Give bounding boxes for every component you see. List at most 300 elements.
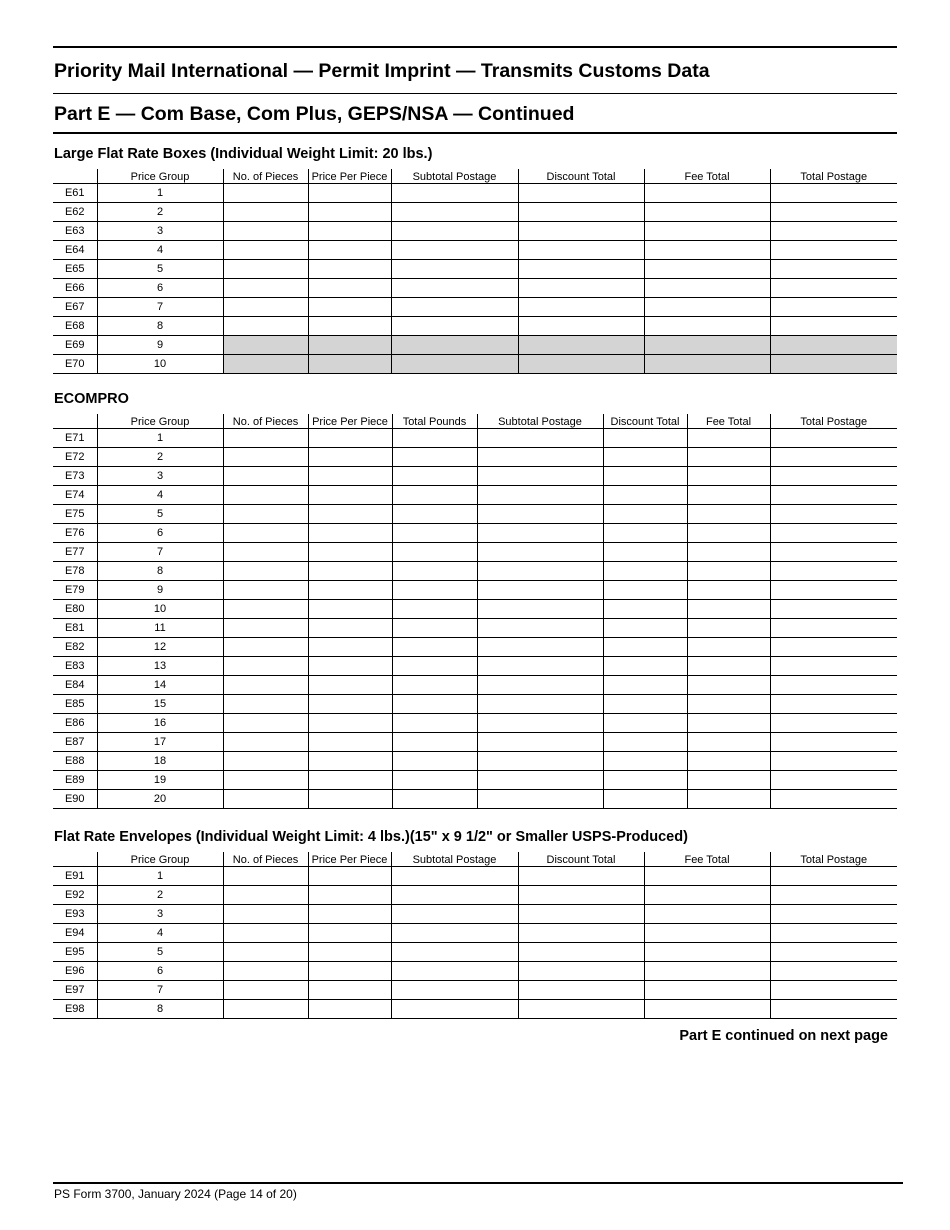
entry-cell[interactable]	[223, 600, 308, 619]
entry-cell[interactable]	[770, 448, 897, 467]
column-header: Price Per Piece	[308, 169, 391, 184]
entry-cell[interactable]	[644, 1000, 770, 1019]
entry-cell[interactable]	[308, 505, 392, 524]
table-row	[53, 543, 897, 562]
entry-cell[interactable]	[308, 562, 392, 581]
entry-cell[interactable]	[770, 771, 897, 790]
entry-cell[interactable]	[603, 505, 687, 524]
entry-cell[interactable]	[477, 771, 603, 790]
table-row	[53, 1000, 897, 1019]
entry-cell[interactable]	[223, 905, 308, 924]
entry-cell[interactable]	[223, 524, 308, 543]
column-header: Fee Total	[644, 169, 770, 184]
entry-cell[interactable]	[687, 695, 770, 714]
entry-cell[interactable]	[603, 562, 687, 581]
entry-cell[interactable]	[687, 505, 770, 524]
entry-cell[interactable]	[770, 943, 897, 962]
entry-cell[interactable]	[391, 981, 518, 1000]
entry-cell[interactable]	[392, 429, 477, 448]
entry-cell[interactable]	[644, 981, 770, 1000]
flat-rate-envelopes-table	[53, 852, 897, 1019]
entry-cell[interactable]	[223, 317, 308, 336]
line-code: E96	[53, 962, 97, 981]
entry-cell[interactable]	[391, 279, 518, 298]
entry-cell[interactable]	[770, 905, 897, 924]
entry-cell[interactable]	[518, 886, 644, 905]
entry-cell[interactable]	[770, 524, 897, 543]
entry-cell[interactable]	[603, 486, 687, 505]
entry-cell[interactable]	[223, 581, 308, 600]
price-group: 8	[97, 1000, 223, 1019]
entry-cell[interactable]	[770, 752, 897, 771]
entry-cell[interactable]	[687, 638, 770, 657]
line-code: E91	[53, 867, 97, 886]
price-group: 3	[97, 222, 223, 241]
entry-cell[interactable]	[308, 943, 391, 962]
entry-cell[interactable]	[392, 600, 477, 619]
entry-cell[interactable]	[644, 924, 770, 943]
entry-cell[interactable]	[392, 771, 477, 790]
entry-cell[interactable]	[223, 241, 308, 260]
line-code: E92	[53, 886, 97, 905]
entry-cell[interactable]	[223, 962, 308, 981]
column-header: No. of Pieces	[223, 414, 308, 429]
column-header: No. of Pieces	[223, 852, 308, 867]
entry-cell[interactable]	[308, 867, 391, 886]
entry-cell[interactable]	[477, 486, 603, 505]
entry-cell[interactable]	[223, 429, 308, 448]
entry-cell[interactable]	[603, 467, 687, 486]
entry-cell[interactable]	[770, 222, 897, 241]
entry-cell[interactable]	[308, 714, 392, 733]
entry-cell[interactable]	[603, 619, 687, 638]
entry-cell[interactable]	[477, 619, 603, 638]
entry-cell[interactable]	[477, 657, 603, 676]
entry-cell[interactable]	[770, 562, 897, 581]
entry-cell[interactable]	[308, 752, 392, 771]
entry-cell[interactable]	[770, 543, 897, 562]
price-group: 8	[97, 317, 223, 336]
entry-cell[interactable]	[518, 981, 644, 1000]
entry-cell[interactable]	[770, 695, 897, 714]
entry-cell[interactable]	[477, 467, 603, 486]
entry-cell[interactable]	[770, 505, 897, 524]
entry-cell[interactable]	[770, 676, 897, 695]
entry-cell[interactable]	[223, 886, 308, 905]
entry-cell[interactable]	[223, 260, 308, 279]
entry-cell[interactable]	[391, 241, 518, 260]
entry-cell[interactable]	[770, 886, 897, 905]
entry-cell[interactable]	[687, 676, 770, 695]
footer-rule	[53, 1182, 903, 1184]
entry-cell[interactable]	[391, 203, 518, 222]
price-group: 10	[97, 355, 223, 374]
entry-cell[interactable]	[223, 695, 308, 714]
entry-cell[interactable]	[687, 790, 770, 809]
entry-cell[interactable]	[770, 1000, 897, 1019]
entry-cell[interactable]	[603, 429, 687, 448]
entry-cell[interactable]	[308, 184, 391, 203]
entry-cell[interactable]	[770, 867, 897, 886]
column-header: Subtotal Postage	[477, 414, 603, 429]
entry-cell[interactable]	[308, 298, 391, 317]
price-group: 8	[97, 562, 223, 581]
entry-cell[interactable]	[392, 695, 477, 714]
entry-cell[interactable]	[770, 486, 897, 505]
entry-cell[interactable]	[518, 222, 644, 241]
entry-cell[interactable]	[687, 657, 770, 676]
line-code: E78	[53, 562, 97, 581]
entry-cell[interactable]	[392, 676, 477, 695]
entry-cell[interactable]	[223, 467, 308, 486]
entry-cell[interactable]	[223, 505, 308, 524]
table-row	[53, 298, 897, 317]
entry-cell[interactable]	[518, 867, 644, 886]
column-header	[53, 414, 97, 429]
price-group: 12	[97, 638, 223, 657]
entry-cell	[770, 355, 897, 374]
entry-cell[interactable]	[392, 638, 477, 657]
price-group: 2	[97, 886, 223, 905]
entry-cell[interactable]	[770, 241, 897, 260]
entry-cell[interactable]	[391, 260, 518, 279]
entry-cell[interactable]	[518, 203, 644, 222]
entry-cell[interactable]	[687, 429, 770, 448]
table-row	[53, 184, 897, 203]
entry-cell[interactable]	[518, 279, 644, 298]
entry-cell[interactable]	[223, 657, 308, 676]
entry-cell[interactable]	[687, 562, 770, 581]
entry-cell[interactable]	[603, 657, 687, 676]
entry-cell[interactable]	[308, 524, 392, 543]
entry-cell[interactable]	[308, 1000, 391, 1019]
entry-cell[interactable]	[223, 676, 308, 695]
entry-cell	[644, 336, 770, 355]
price-group: 6	[97, 962, 223, 981]
table-row	[53, 260, 897, 279]
entry-cell[interactable]	[392, 543, 477, 562]
entry-cell[interactable]	[223, 1000, 308, 1019]
entry-cell[interactable]	[603, 714, 687, 733]
entry-cell[interactable]	[392, 790, 477, 809]
entry-cell[interactable]	[308, 241, 391, 260]
entry-cell[interactable]	[308, 962, 391, 981]
ecompro-table	[53, 414, 897, 809]
top-rule	[53, 46, 897, 48]
table-row	[53, 657, 897, 676]
entry-cell	[391, 336, 518, 355]
entry-cell[interactable]	[308, 771, 392, 790]
entry-cell[interactable]	[308, 486, 392, 505]
entry-cell[interactable]	[687, 771, 770, 790]
entry-cell[interactable]	[687, 524, 770, 543]
entry-cell[interactable]	[391, 298, 518, 317]
entry-cell[interactable]	[477, 733, 603, 752]
entry-cell[interactable]	[308, 543, 392, 562]
entry-cell[interactable]	[477, 714, 603, 733]
column-header	[53, 852, 97, 867]
entry-cell[interactable]	[223, 562, 308, 581]
table-row	[53, 448, 897, 467]
column-header	[53, 169, 97, 184]
entry-cell[interactable]	[223, 543, 308, 562]
entry-cell[interactable]	[308, 317, 391, 336]
entry-cell[interactable]	[770, 638, 897, 657]
price-group: 6	[97, 279, 223, 298]
table-header-row	[53, 414, 897, 429]
entry-cell[interactable]	[308, 676, 392, 695]
entry-cell[interactable]	[223, 638, 308, 657]
entry-cell[interactable]	[223, 298, 308, 317]
table-row	[53, 733, 897, 752]
entry-cell[interactable]	[687, 448, 770, 467]
entry-cell[interactable]	[392, 467, 477, 486]
entry-cell[interactable]	[644, 279, 770, 298]
entry-cell[interactable]	[391, 924, 518, 943]
column-header: Subtotal Postage	[391, 169, 518, 184]
entry-cell[interactable]	[477, 543, 603, 562]
entry-cell[interactable]	[770, 924, 897, 943]
entry-cell[interactable]	[392, 562, 477, 581]
entry-cell[interactable]	[477, 524, 603, 543]
entry-cell[interactable]	[392, 657, 477, 676]
entry-cell[interactable]	[603, 600, 687, 619]
line-code: E94	[53, 924, 97, 943]
line-code: E65	[53, 260, 97, 279]
entry-cell[interactable]	[518, 962, 644, 981]
entry-cell[interactable]	[518, 943, 644, 962]
entry-cell[interactable]	[603, 790, 687, 809]
entry-cell[interactable]	[770, 317, 897, 336]
price-group: 18	[97, 752, 223, 771]
entry-cell[interactable]	[308, 279, 391, 298]
column-header: Discount Total	[603, 414, 687, 429]
entry-cell[interactable]	[644, 203, 770, 222]
entry-cell[interactable]	[223, 790, 308, 809]
entry-cell[interactable]	[477, 581, 603, 600]
entry-cell[interactable]	[477, 752, 603, 771]
entry-cell[interactable]	[770, 714, 897, 733]
entry-cell[interactable]	[308, 600, 392, 619]
entry-cell[interactable]	[687, 714, 770, 733]
entry-cell[interactable]	[770, 203, 897, 222]
entry-cell[interactable]	[603, 581, 687, 600]
entry-cell[interactable]	[518, 924, 644, 943]
entry-cell[interactable]	[518, 184, 644, 203]
entry-cell[interactable]	[392, 752, 477, 771]
line-code: E90	[53, 790, 97, 809]
entry-cell[interactable]	[518, 1000, 644, 1019]
entry-cell[interactable]	[770, 657, 897, 676]
table-row	[53, 562, 897, 581]
entry-cell[interactable]	[603, 524, 687, 543]
entry-cell[interactable]	[223, 924, 308, 943]
entry-cell[interactable]	[770, 260, 897, 279]
entry-cell[interactable]	[308, 733, 392, 752]
entry-cell[interactable]	[477, 505, 603, 524]
entry-cell[interactable]	[223, 222, 308, 241]
entry-cell[interactable]	[603, 448, 687, 467]
entry-cell[interactable]	[770, 581, 897, 600]
entry-cell[interactable]	[308, 695, 392, 714]
entry-cell[interactable]	[687, 581, 770, 600]
entry-cell[interactable]	[308, 924, 391, 943]
entry-cell[interactable]	[308, 619, 392, 638]
entry-cell[interactable]	[223, 771, 308, 790]
entry-cell[interactable]	[644, 260, 770, 279]
entry-cell	[308, 336, 391, 355]
entry-cell[interactable]	[308, 657, 392, 676]
entry-cell[interactable]	[687, 543, 770, 562]
entry-cell[interactable]	[518, 241, 644, 260]
entry-cell[interactable]	[518, 260, 644, 279]
price-group: 2	[97, 448, 223, 467]
entry-cell[interactable]	[392, 619, 477, 638]
entry-cell[interactable]	[770, 467, 897, 486]
entry-cell[interactable]	[391, 317, 518, 336]
entry-cell[interactable]	[477, 638, 603, 657]
table-row	[53, 581, 897, 600]
entry-cell[interactable]	[391, 905, 518, 924]
entry-cell[interactable]	[770, 981, 897, 1000]
entry-cell[interactable]	[223, 733, 308, 752]
entry-cell[interactable]	[770, 962, 897, 981]
table-row	[53, 241, 897, 260]
table-row	[53, 638, 897, 657]
entry-cell[interactable]	[477, 695, 603, 714]
price-group: 6	[97, 524, 223, 543]
entry-cell[interactable]	[770, 600, 897, 619]
entry-cell[interactable]	[308, 203, 391, 222]
entry-cell[interactable]	[392, 524, 477, 543]
entry-cell[interactable]	[391, 184, 518, 203]
entry-cell[interactable]	[770, 429, 897, 448]
column-header: Price Group	[97, 169, 223, 184]
entry-cell[interactable]	[644, 222, 770, 241]
entry-cell[interactable]	[603, 752, 687, 771]
entry-cell[interactable]	[770, 619, 897, 638]
entry-cell[interactable]	[518, 905, 644, 924]
entry-cell[interactable]	[392, 486, 477, 505]
entry-cell[interactable]	[477, 600, 603, 619]
entry-cell[interactable]	[687, 600, 770, 619]
entry-cell[interactable]	[770, 733, 897, 752]
entry-cell[interactable]	[603, 638, 687, 657]
price-group: 3	[97, 905, 223, 924]
continued-note: Part E continued on next page	[679, 1028, 888, 1044]
entry-cell[interactable]	[223, 486, 308, 505]
entry-cell[interactable]	[308, 222, 391, 241]
entry-cell[interactable]	[770, 298, 897, 317]
entry-cell[interactable]	[687, 752, 770, 771]
entry-cell[interactable]	[391, 886, 518, 905]
entry-cell[interactable]	[644, 317, 770, 336]
entry-cell[interactable]	[477, 790, 603, 809]
entry-cell[interactable]	[223, 714, 308, 733]
table-row	[53, 486, 897, 505]
entry-cell[interactable]	[308, 448, 392, 467]
entry-cell[interactable]	[644, 241, 770, 260]
entry-cell[interactable]	[391, 867, 518, 886]
entry-cell[interactable]	[223, 752, 308, 771]
entry-cell[interactable]	[770, 184, 897, 203]
entry-cell[interactable]	[687, 619, 770, 638]
column-header: Price Group	[97, 414, 223, 429]
entry-cell[interactable]	[391, 962, 518, 981]
entry-cell[interactable]	[391, 943, 518, 962]
entry-cell[interactable]	[644, 184, 770, 203]
entry-cell[interactable]	[308, 467, 392, 486]
entry-cell[interactable]	[308, 581, 392, 600]
entry-cell[interactable]	[223, 619, 308, 638]
entry-cell[interactable]	[770, 279, 897, 298]
column-header: Price Group	[97, 852, 223, 867]
entry-cell[interactable]	[644, 867, 770, 886]
entry-cell[interactable]	[392, 448, 477, 467]
entry-cell[interactable]	[644, 962, 770, 981]
table-row	[53, 429, 897, 448]
entry-cell[interactable]	[603, 771, 687, 790]
entry-cell[interactable]	[391, 1000, 518, 1019]
entry-cell[interactable]	[223, 981, 308, 1000]
entry-cell[interactable]	[223, 943, 308, 962]
table-row	[53, 981, 897, 1000]
column-header: Discount Total	[518, 852, 644, 867]
line-code: E76	[53, 524, 97, 543]
entry-cell[interactable]	[477, 448, 603, 467]
entry-cell[interactable]	[223, 184, 308, 203]
entry-cell[interactable]	[477, 676, 603, 695]
entry-cell[interactable]	[223, 448, 308, 467]
table-row	[53, 467, 897, 486]
entry-cell[interactable]	[391, 222, 518, 241]
entry-cell[interactable]	[308, 981, 391, 1000]
entry-cell[interactable]	[392, 714, 477, 733]
entry-cell[interactable]	[308, 886, 391, 905]
entry-cell[interactable]	[223, 203, 308, 222]
entry-cell[interactable]	[603, 543, 687, 562]
entry-cell[interactable]	[518, 298, 644, 317]
entry-cell[interactable]	[603, 676, 687, 695]
entry-cell[interactable]	[687, 733, 770, 752]
entry-cell[interactable]	[644, 905, 770, 924]
entry-cell[interactable]	[223, 867, 308, 886]
entry-cell[interactable]	[644, 298, 770, 317]
entry-cell[interactable]	[223, 279, 308, 298]
entry-cell[interactable]	[392, 581, 477, 600]
entry-cell[interactable]	[770, 790, 897, 809]
entry-cell[interactable]	[477, 562, 603, 581]
entry-cell[interactable]	[392, 733, 477, 752]
entry-cell[interactable]	[392, 505, 477, 524]
entry-cell[interactable]	[308, 905, 391, 924]
entry-cell[interactable]	[687, 486, 770, 505]
entry-cell[interactable]	[477, 429, 603, 448]
entry-cell[interactable]	[603, 733, 687, 752]
entry-cell[interactable]	[518, 317, 644, 336]
entry-cell[interactable]	[687, 467, 770, 486]
entry-cell[interactable]	[308, 260, 391, 279]
entry-cell[interactable]	[644, 886, 770, 905]
page-title: Priority Mail International — Permit Imprint — Transmits Customs Data	[54, 60, 710, 82]
line-code: E63	[53, 222, 97, 241]
entry-cell[interactable]	[603, 695, 687, 714]
entry-cell[interactable]	[308, 638, 392, 657]
part-title: Part E — Com Base, Com Plus, GEPS/NSA — Continued	[54, 103, 575, 125]
entry-cell[interactable]	[308, 429, 392, 448]
entry-cell[interactable]	[644, 943, 770, 962]
entry-cell[interactable]	[308, 790, 392, 809]
